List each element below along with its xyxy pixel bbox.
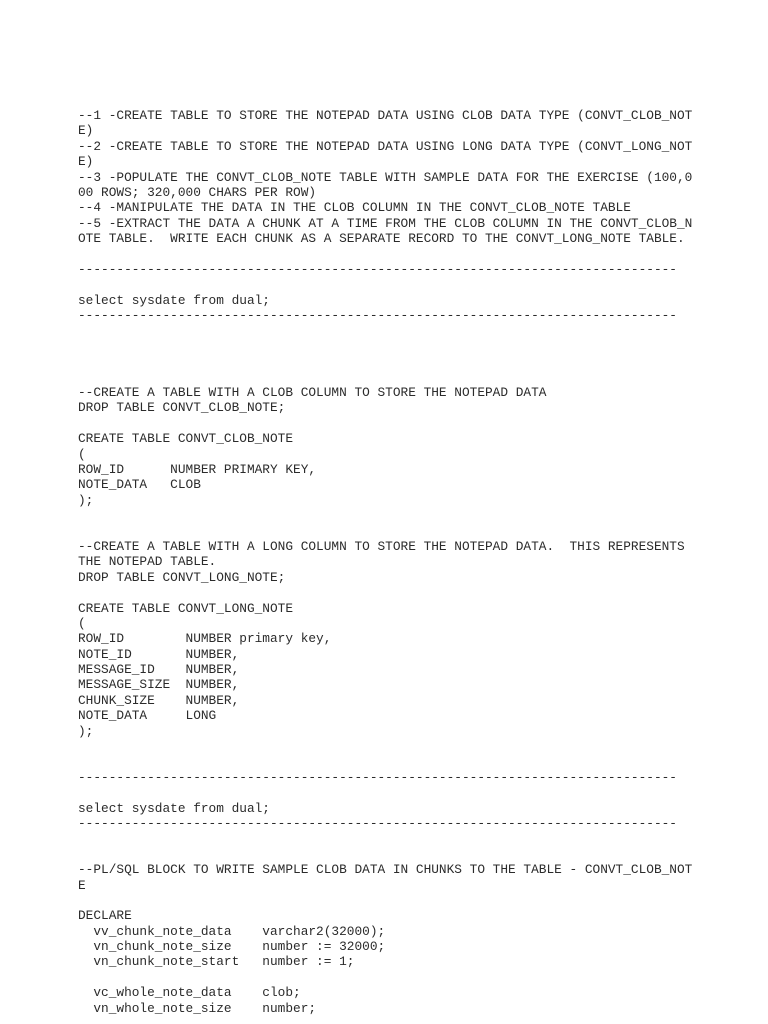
code-line: DROP TABLE CONVT_CLOB_NOTE;: [78, 400, 286, 416]
code-line: select sysdate from dual;: [78, 800, 270, 816]
code-line: E): [78, 123, 94, 139]
code-line: [78, 323, 758, 338]
code-line: [78, 847, 758, 862]
code-line: (: [78, 615, 86, 631]
code-line: ------------------------------------------------------------------------------: [78, 769, 677, 785]
code-line: [78, 416, 758, 431]
code-line: --3 -POPULATE THE CONVT_CLOB_NOTE TABLE WITH SAMPLE DATA FOR THE EXERCISE (100,0: [78, 169, 693, 185]
code-line: vc_whole_note_data clob;: [78, 985, 301, 1001]
code-line: [78, 585, 758, 600]
code-line: CREATE TABLE CONVT_CLOB_NOTE: [78, 431, 294, 447]
code-line: E: [78, 877, 86, 893]
code-line: ------------------------------------------------------------------------------: [78, 815, 677, 831]
code-line: ------------------------------------------------------------------------------: [78, 261, 677, 277]
code-line: [78, 247, 758, 262]
code-line: [78, 785, 758, 800]
code-line: ROW_ID NUMBER PRIMARY KEY,: [78, 461, 317, 477]
code-line: vn_chunk_note_start number := 1;: [78, 954, 355, 970]
code-line: MESSAGE_SIZE NUMBER,: [78, 677, 240, 693]
code-line: --4 -MANIPULATE THE DATA IN THE CLOB COLUMN IN THE CONVT_CLOB_NOTE TABLE: [78, 200, 631, 216]
code-line: ------------------------------------------------------------------------------: [78, 308, 677, 324]
code-line: vn_whole_note_size number;: [78, 1000, 317, 1016]
code-line: MESSAGE_ID NUMBER,: [78, 662, 240, 678]
code-line: NOTE_DATA CLOB: [78, 477, 201, 493]
code-line: --CREATE A TABLE WITH A LONG COLUMN TO STORE THE NOTEPAD DATA. THIS REPRESENTS: [78, 538, 685, 554]
code-line: --2 -CREATE TABLE TO STORE THE NOTEPAD DATA USING LONG DATA TYPE (CONVT_LONG_NOT: [78, 138, 693, 154]
code-line: [78, 893, 758, 908]
code-line: [78, 754, 758, 769]
code-line: [78, 354, 758, 369]
code-line: --5 -EXTRACT THE DATA A CHUNK AT A TIME FROM THE CLOB COLUMN IN THE CONVT_CLOB_N: [78, 215, 693, 231]
code-line: --1 -CREATE TABLE TO STORE THE NOTEPAD DATA USING CLOB DATA TYPE (CONVT_CLOB_NOT: [78, 108, 693, 123]
code-line: );: [78, 723, 94, 739]
code-line: [78, 508, 758, 523]
code-line: vn_chunk_note_size number := 32000;: [78, 939, 386, 955]
code-line: CHUNK_SIZE NUMBER,: [78, 692, 240, 708]
sql-script-text: [78, 108, 758, 1016]
code-line: [78, 831, 758, 846]
code-line: [78, 339, 758, 354]
code-line: THE NOTEPAD TABLE.: [78, 554, 217, 570]
code-line: --CREATE A TABLE WITH A CLOB COLUMN TO STORE THE NOTEPAD DATA: [78, 385, 547, 401]
code-line: 00 ROWS; 320,000 CHARS PER ROW): [78, 184, 317, 200]
code-line: CREATE TABLE CONVT_LONG_NOTE: [78, 600, 294, 616]
code-line: [78, 524, 758, 539]
code-line: [78, 739, 758, 754]
code-line: [78, 370, 758, 385]
code-line: E): [78, 154, 94, 170]
code-line: OTE TABLE. WRITE EACH CHUNK AS A SEPARATE RECORD TO THE CONVT_LONG_NOTE TABLE.: [78, 231, 685, 247]
code-line: (: [78, 446, 86, 462]
code-line: NOTE_DATA LONG: [78, 708, 217, 724]
code-line: NOTE_ID NUMBER,: [78, 646, 240, 662]
code-line: [78, 970, 758, 985]
code-line: select sysdate from dual;: [78, 292, 270, 308]
code-line: ROW_ID NUMBER primary key,: [78, 631, 332, 647]
code-line: vv_chunk_note_data varchar2(32000);: [78, 923, 386, 939]
code-line: DROP TABLE CONVT_LONG_NOTE;: [78, 569, 286, 585]
code-line: );: [78, 492, 94, 508]
code-line: [78, 277, 758, 292]
code-line: --PL/SQL BLOCK TO WRITE SAMPLE CLOB DATA IN CHUNKS TO THE TABLE - CONVT_CLOB_NOT: [78, 862, 693, 878]
code-line: DECLARE: [78, 908, 132, 924]
